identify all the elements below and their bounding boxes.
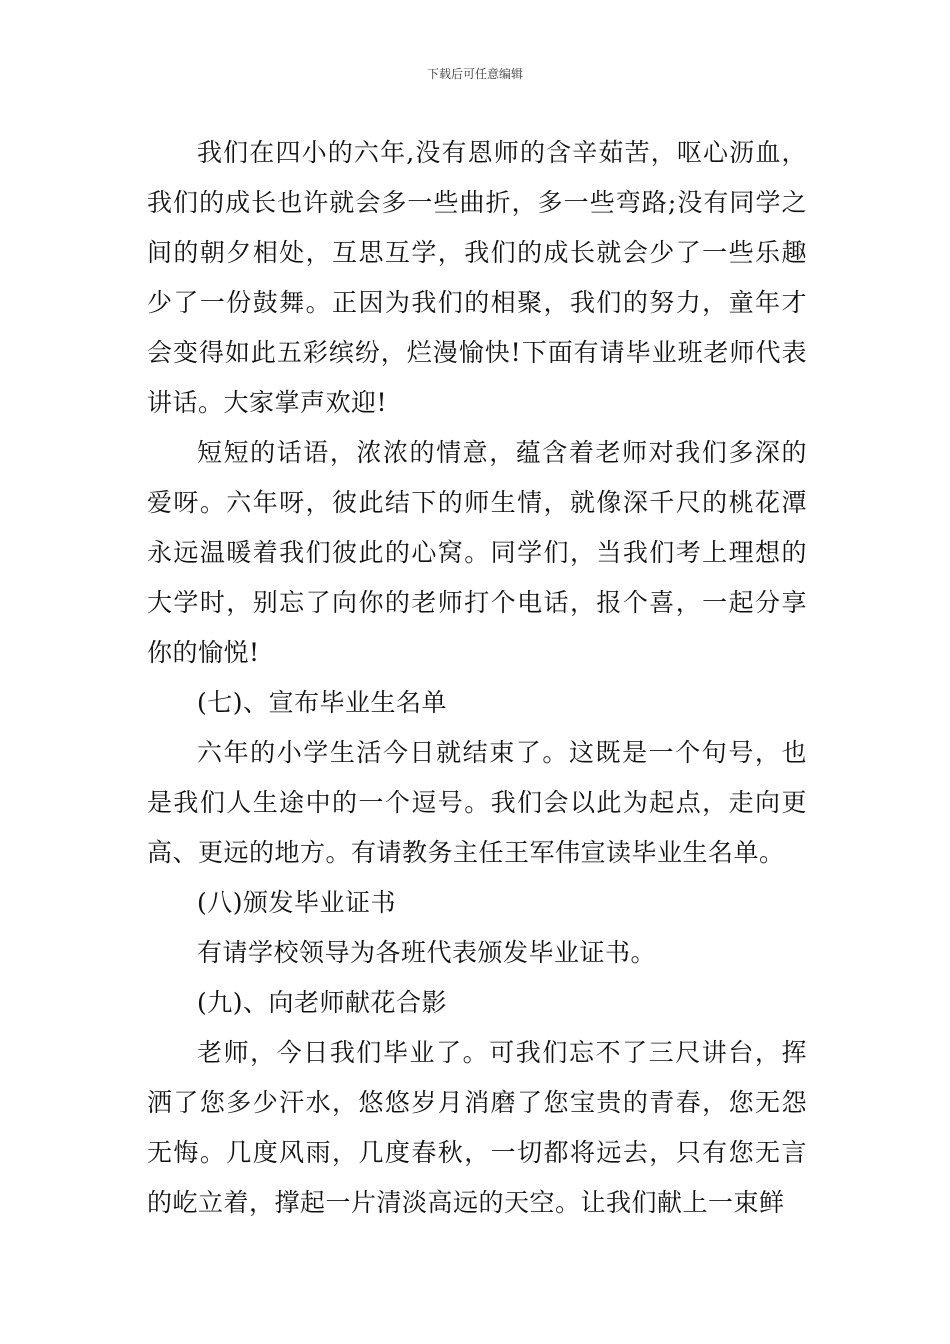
paragraph-teacher-affection: 短短的话语，浓浓的情意，蕴含着老师对我们多深的爱呀。六年呀，彼此结下的师生情，就像深千尺的桃花潭永远温暖着我们彼此的心窝。同学们，当我们考上理想的大学时，别忘了向你的老师打个电话，报个喜，一起分享你的愉悦! bbox=[147, 438, 807, 667]
section-heading-flowers-photo: (九)、向老师献花合影 bbox=[197, 988, 448, 1017]
document-body bbox=[147, 128, 807, 1228]
paragraph-teacher-speech-intro: 我们在四小的六年,没有恩师的含辛茹苦，呕心沥血，我们的成长也许就会多一些曲折，多一些弯路;没有同学之间的朝夕相处，互思互学，我们的成长就会少了一些乐趣少了一份鼓舞。正因为我们的相聚，我们的努力，童年才会变得如此五彩缤纷，烂漫愉快!下面有请毕业班老师代表讲话。大家掌声欢迎! bbox=[147, 138, 807, 417]
paragraph-graduate-list: 六年的小学生活今日就结束了。这既是一个句号，也是我们人生途中的一个逗号。我们会以此为起点，走向更高、更远的地方。有请教务主任王军伟宣读毕业生名单。 bbox=[147, 738, 807, 867]
paragraph-certificates: 有请学校领导为各班代表颁发毕业证书。 bbox=[197, 938, 657, 967]
section-heading-graduate-list: (七)、宣布毕业生名单 bbox=[197, 688, 448, 717]
paragraph-thanks-teacher: 老师，今日我们毕业了。可我们忘不了三尺讲台，挥洒了您多少汗水，悠悠岁月消磨了您宝贵的青春，您无怨无悔。几度风雨，几度春秋，一切都将远去，只有您无言的屹立着，撑起一片清淡高远的天空。让我们献上一束鲜 bbox=[147, 1038, 807, 1217]
section-heading-certificates: (八)颁发毕业证书 bbox=[197, 888, 397, 917]
page-header: 下载后可任意编辑 bbox=[426, 67, 523, 81]
